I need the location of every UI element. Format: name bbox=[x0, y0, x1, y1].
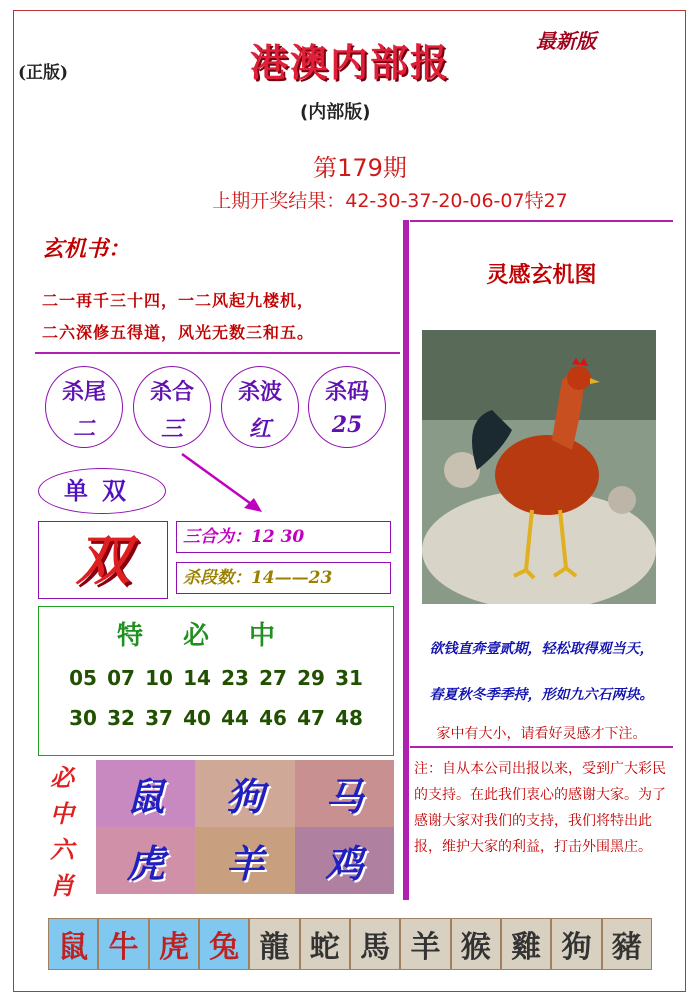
kill-segment-box: 杀段数：14——23 bbox=[176, 562, 391, 594]
right-divider bbox=[410, 746, 673, 748]
bottom-zodiac: 虎 bbox=[149, 918, 199, 970]
special-number: 31 bbox=[335, 666, 363, 690]
special-number: 29 bbox=[297, 666, 325, 690]
special-number: 32 bbox=[107, 706, 135, 730]
special-number: 30 bbox=[69, 706, 97, 730]
pick-label: 杀合 bbox=[149, 379, 194, 405]
pick-label: 杀波 bbox=[237, 379, 282, 405]
big-pick-character: 双 bbox=[38, 521, 168, 599]
right-top-border bbox=[410, 220, 673, 222]
special-number: 47 bbox=[297, 706, 325, 730]
zodiac-grid bbox=[96, 760, 394, 894]
special-number: 07 bbox=[107, 666, 135, 690]
zodiac-cell: 虎 bbox=[96, 827, 195, 894]
special-numbers-box bbox=[38, 606, 394, 756]
internal-edition-label: (内部版) bbox=[300, 102, 371, 123]
last-draw-result: 上期开奖结果：42-30-37-20-06-07特27 bbox=[212, 190, 568, 212]
bottom-zodiac: 狗 bbox=[551, 918, 601, 970]
zodiac-cell: 马 bbox=[295, 760, 394, 827]
notice-text: 注：自从本公司出报以来，受到广大彩民的支持。在此我们衷心的感谢大家。为了感谢大家对我们的支持，我们将特出此报，维护大家的利益，打击外围黑庄。 bbox=[414, 761, 666, 855]
newspaper-title: 港澳内部报 bbox=[249, 40, 450, 85]
special-number: 05 bbox=[69, 666, 97, 690]
right-poem-line-1: 欲钱直奔壹贰期，轻松取得观当天， bbox=[429, 641, 654, 657]
issue-number: 第179期 bbox=[313, 154, 407, 182]
special-number: 48 bbox=[335, 706, 363, 730]
bottom-zodiac: 馬 bbox=[350, 918, 400, 970]
mystery-book-label: 玄机书： bbox=[42, 236, 131, 262]
sanhe-box: 三合为：12 30 bbox=[176, 521, 391, 553]
special-number: 37 bbox=[145, 706, 173, 730]
special-numbers-row-2 bbox=[39, 706, 393, 730]
pick-value: 红 bbox=[248, 416, 271, 442]
bottom-zodiac: 豬 bbox=[602, 918, 652, 970]
zodiac-cell: 狗 bbox=[195, 760, 294, 827]
mystery-poem-line-2: 二六深修五得道，风光无数三和五。 bbox=[42, 323, 315, 342]
bottom-zodiac: 鼠 bbox=[48, 918, 98, 970]
vertical-divider bbox=[403, 220, 409, 900]
bottom-zodiac: 羊 bbox=[400, 918, 450, 970]
pick-kill-number bbox=[308, 366, 386, 448]
right-note: 家中有大小，请看好灵感才下注。 bbox=[436, 726, 647, 742]
section-divider bbox=[35, 352, 400, 354]
zodiac-cell: 鼠 bbox=[96, 760, 195, 827]
pick-label: 杀码 bbox=[324, 379, 369, 405]
mystery-poem-line-1: 二一再千三十四，一二风起九楼机， bbox=[42, 291, 315, 310]
pick-value: 三 bbox=[160, 416, 183, 442]
special-number: 14 bbox=[183, 666, 211, 690]
pick-kill-tail bbox=[45, 366, 123, 448]
special-number: 46 bbox=[259, 706, 287, 730]
special-number: 27 bbox=[259, 666, 287, 690]
special-number: 10 bbox=[145, 666, 173, 690]
must-zodiac-title: 必中六肖 bbox=[50, 763, 74, 900]
rooster-image bbox=[422, 330, 656, 604]
bottom-zodiac-strip bbox=[48, 918, 652, 970]
inspiration-title: 灵感玄机图 bbox=[486, 262, 597, 288]
bottom-zodiac: 猴 bbox=[451, 918, 501, 970]
right-poem-line-2: 春夏秋冬季季持，形如九六石两块。 bbox=[429, 687, 654, 703]
pick-value: 二 bbox=[72, 416, 95, 442]
special-numbers-row-1 bbox=[39, 666, 393, 690]
special-number: 44 bbox=[221, 706, 249, 730]
bottom-zodiac: 雞 bbox=[501, 918, 551, 970]
edition-label: (正版) bbox=[18, 63, 69, 83]
odd-even-oval: 单双 bbox=[38, 468, 166, 514]
zodiac-cell: 鸡 bbox=[295, 827, 394, 894]
bottom-zodiac: 兔 bbox=[199, 918, 249, 970]
special-number: 40 bbox=[183, 706, 211, 730]
arrow-icon bbox=[178, 450, 268, 520]
latest-edition-label: 最新版 bbox=[536, 29, 596, 53]
pick-label: 杀尾 bbox=[61, 379, 106, 405]
pick-kill-combo bbox=[133, 366, 211, 448]
special-heading: 特必中 bbox=[116, 621, 315, 651]
special-number: 23 bbox=[221, 666, 249, 690]
bottom-zodiac: 牛 bbox=[98, 918, 148, 970]
bottom-zodiac: 蛇 bbox=[300, 918, 350, 970]
bottom-zodiac: 龍 bbox=[249, 918, 299, 970]
pick-kill-wave bbox=[221, 366, 299, 448]
zodiac-cell: 羊 bbox=[195, 827, 294, 894]
pick-value: 25 bbox=[331, 412, 363, 438]
